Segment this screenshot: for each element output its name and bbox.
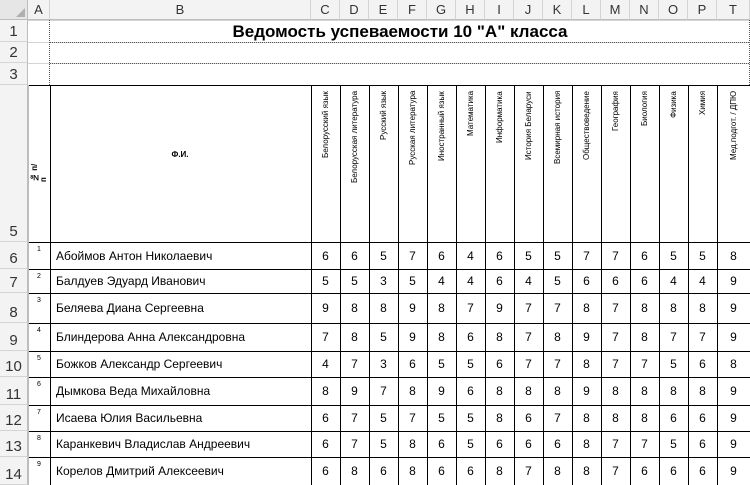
row-number-cell[interactable]: 4 xyxy=(37,327,41,334)
grade-cell[interactable]: 6 xyxy=(380,464,387,478)
grade-cell[interactable]: 6 xyxy=(699,437,706,451)
grade-cell[interactable]: 5 xyxy=(670,357,677,371)
grade-cell[interactable]: 7 xyxy=(467,301,474,315)
row-number-cell[interactable]: 3 xyxy=(37,297,41,304)
grade-cell[interactable]: 5 xyxy=(438,411,445,425)
column-header-b[interactable]: B xyxy=(50,0,311,20)
grade-cell[interactable]: 8 xyxy=(351,464,358,478)
grade-cell[interactable]: 8 xyxy=(612,384,619,398)
column-header-d[interactable]: D xyxy=(340,0,369,20)
grade-cell[interactable]: 8 xyxy=(525,384,532,398)
grade-cell[interactable]: 8 xyxy=(554,464,561,478)
grade-cell[interactable]: 5 xyxy=(525,248,532,263)
grade-cell[interactable]: 7 xyxy=(612,248,619,263)
row-number-cell[interactable]: 5 xyxy=(37,355,41,362)
subject-header[interactable]: Белорусский язык xyxy=(320,91,330,158)
grade-cell[interactable]: 7 xyxy=(612,437,619,451)
row-header-10[interactable]: 10 xyxy=(0,351,28,377)
grade-cell[interactable]: 6 xyxy=(409,357,416,371)
student-name-cell[interactable]: Блиндерова Анна Александровна xyxy=(56,330,245,344)
grade-cell[interactable]: 8 xyxy=(730,357,737,371)
row-header-11[interactable]: 11 xyxy=(0,377,28,405)
row-header-5[interactable]: 5 xyxy=(0,85,28,242)
grade-cell[interactable]: 7 xyxy=(612,464,619,478)
grade-cell[interactable]: 7 xyxy=(554,357,561,371)
grade-cell[interactable]: 8 xyxy=(583,301,590,315)
grade-cell[interactable]: 4 xyxy=(467,274,474,288)
row-header-6[interactable]: 6 xyxy=(0,242,28,269)
grade-cell[interactable]: 9 xyxy=(409,330,416,344)
grade-cell[interactable]: 5 xyxy=(438,357,445,371)
grade-cell[interactable]: 8 xyxy=(496,384,503,398)
subject-header[interactable]: Биология xyxy=(639,91,649,126)
grade-cell[interactable]: 8 xyxy=(641,301,648,315)
grade-cell[interactable]: 6 xyxy=(583,274,590,288)
grade-cell[interactable]: 6 xyxy=(641,274,648,288)
grade-cell[interactable]: 7 xyxy=(351,437,358,451)
row-number-cell[interactable]: 8 xyxy=(37,435,41,442)
grade-cell[interactable]: 8 xyxy=(583,411,590,425)
column-header-o[interactable]: O xyxy=(659,0,688,20)
grade-cell[interactable]: 8 xyxy=(409,384,416,398)
grade-cell[interactable]: 7 xyxy=(380,384,387,398)
subject-header[interactable]: Химия xyxy=(697,91,707,116)
student-name-cell[interactable]: Исаева Юлия Васильевна xyxy=(56,411,203,425)
grade-cell[interactable]: 5 xyxy=(670,437,677,451)
grade-cell[interactable]: 6 xyxy=(322,411,329,425)
student-name-cell[interactable]: Беляева Диана Сергеевна xyxy=(56,301,204,315)
grade-cell[interactable]: 5 xyxy=(467,437,474,451)
grade-cell[interactable]: 6 xyxy=(467,464,474,478)
grade-cell[interactable]: 8 xyxy=(438,330,445,344)
row-header-1[interactable]: 1 xyxy=(0,20,28,42)
grade-cell[interactable]: 9 xyxy=(730,437,737,451)
grade-cell[interactable]: 9 xyxy=(322,301,329,315)
grade-cell[interactable]: 5 xyxy=(380,411,387,425)
row-number-cell[interactable]: 7 xyxy=(37,409,41,416)
grade-cell[interactable]: 8 xyxy=(322,384,329,398)
grade-cell[interactable]: 6 xyxy=(641,248,648,263)
grade-cell[interactable]: 8 xyxy=(583,437,590,451)
row-header-2[interactable]: 2 xyxy=(0,42,28,63)
grade-cell[interactable]: 8 xyxy=(409,437,416,451)
grade-cell[interactable]: 7 xyxy=(641,437,648,451)
grade-cell[interactable]: 8 xyxy=(351,301,358,315)
column-header-p[interactable]: P xyxy=(688,0,717,20)
grade-cell[interactable]: 7 xyxy=(351,357,358,371)
column-header-e[interactable]: E xyxy=(369,0,398,20)
grade-cell[interactable]: 9 xyxy=(730,464,737,478)
grade-cell[interactable]: 8 xyxy=(641,330,648,344)
column-header-a[interactable]: A xyxy=(28,0,50,20)
grade-cell[interactable]: 5 xyxy=(380,437,387,451)
grade-cell[interactable]: 9 xyxy=(409,301,416,315)
student-name-cell[interactable]: Абоймов Антон Николаевич xyxy=(56,248,213,263)
grade-cell[interactable]: 9 xyxy=(730,411,737,425)
subject-header[interactable]: Обществоведение xyxy=(581,91,591,160)
grade-cell[interactable]: 8 xyxy=(670,301,677,315)
grade-cell[interactable]: 7 xyxy=(554,411,561,425)
grade-cell[interactable]: 6 xyxy=(554,437,561,451)
grade-cell[interactable]: 5 xyxy=(322,274,329,288)
grade-cell[interactable]: 4 xyxy=(467,248,474,263)
row-header-3[interactable]: 3 xyxy=(0,63,28,85)
subject-header[interactable]: Белорусская литература xyxy=(349,91,359,184)
grade-cell[interactable]: 6 xyxy=(496,274,503,288)
subject-header[interactable]: Русская литература xyxy=(407,91,417,166)
grade-cell[interactable]: 7 xyxy=(525,301,532,315)
grade-cell[interactable]: 6 xyxy=(699,357,706,371)
row-number-cell[interactable]: 1 xyxy=(37,246,41,253)
grade-cell[interactable]: 8 xyxy=(699,384,706,398)
grade-cell[interactable]: 8 xyxy=(409,464,416,478)
grade-cell[interactable]: 6 xyxy=(612,274,619,288)
subject-header[interactable]: Всемирная история xyxy=(552,91,562,165)
row-header-13[interactable]: 13 xyxy=(0,431,28,457)
grade-cell[interactable]: 8 xyxy=(583,357,590,371)
grade-cell[interactable]: 9 xyxy=(730,301,737,315)
grade-cell[interactable]: 7 xyxy=(554,301,561,315)
grade-cell[interactable]: 6 xyxy=(496,437,503,451)
student-name-cell[interactable]: Балдуев Эдуард Иванович xyxy=(56,274,206,288)
grade-cell[interactable]: 5 xyxy=(467,411,474,425)
grade-cell[interactable]: 7 xyxy=(525,357,532,371)
grade-cell[interactable]: 8 xyxy=(554,384,561,398)
column-header-g[interactable]: G xyxy=(427,0,456,20)
student-name-cell[interactable]: Дымкова Веда Михайловна xyxy=(56,384,211,398)
grade-cell[interactable]: 4 xyxy=(525,274,532,288)
grade-cell[interactable]: 8 xyxy=(730,248,737,263)
grade-cell[interactable]: 7 xyxy=(612,330,619,344)
grade-cell[interactable]: 9 xyxy=(583,330,590,344)
grade-cell[interactable]: 7 xyxy=(409,248,416,263)
column-header-m[interactable]: M xyxy=(601,0,630,20)
grade-cell[interactable]: 6 xyxy=(525,411,532,425)
grade-cell[interactable]: 9 xyxy=(730,274,737,288)
grade-cell[interactable]: 5 xyxy=(467,357,474,371)
grade-cell[interactable]: 8 xyxy=(438,301,445,315)
subject-header[interactable]: Математика xyxy=(465,91,475,137)
grade-cell[interactable]: 5 xyxy=(554,248,561,263)
grade-cell[interactable]: 7 xyxy=(525,464,532,478)
grade-cell[interactable]: 6 xyxy=(699,464,706,478)
column-header-i[interactable]: I xyxy=(485,0,514,20)
student-name-cell[interactable]: Корелов Дмитрий Алексеевич xyxy=(56,464,224,478)
grade-cell[interactable]: 5 xyxy=(699,248,706,263)
grade-cell[interactable]: 9 xyxy=(730,330,737,344)
subject-header[interactable]: Физика xyxy=(668,91,678,118)
grade-cell[interactable]: 8 xyxy=(496,411,503,425)
grade-cell[interactable]: 8 xyxy=(670,384,677,398)
grade-cell[interactable]: 7 xyxy=(699,330,706,344)
grade-cell[interactable]: 6 xyxy=(670,411,677,425)
subject-header[interactable]: Мед.подгот. / ДПЮ xyxy=(728,91,738,161)
row-header-12[interactable]: 12 xyxy=(0,405,28,431)
grade-cell[interactable]: 6 xyxy=(496,357,503,371)
grade-cell[interactable]: 7 xyxy=(409,411,416,425)
grade-cell[interactable]: 8 xyxy=(612,411,619,425)
grade-cell[interactable]: 9 xyxy=(496,301,503,315)
column-header-f[interactable]: F xyxy=(398,0,427,20)
subject-header[interactable]: Иностранный язык xyxy=(436,91,446,161)
column-header-j[interactable]: J xyxy=(514,0,543,20)
grade-cell[interactable]: 5 xyxy=(670,248,677,263)
subject-header[interactable]: Русский язык xyxy=(378,91,388,141)
sheet-title[interactable]: Ведомость успеваемости 10 "А" класса xyxy=(232,22,568,41)
row-header-14[interactable]: 14 xyxy=(0,457,28,485)
grade-cell[interactable]: 6 xyxy=(467,330,474,344)
grade-cell[interactable]: 4 xyxy=(670,274,677,288)
grade-cell[interactable]: 4 xyxy=(322,357,329,371)
grade-cell[interactable]: 3 xyxy=(380,274,387,288)
grade-cell[interactable]: 8 xyxy=(351,330,358,344)
grade-cell[interactable]: 7 xyxy=(612,301,619,315)
grade-cell[interactable]: 6 xyxy=(322,248,329,263)
grade-cell[interactable]: 8 xyxy=(496,330,503,344)
grade-cell[interactable]: 7 xyxy=(641,357,648,371)
subject-header[interactable]: География xyxy=(610,91,620,131)
student-name-cell[interactable]: Божков Александр Сергеевич xyxy=(56,357,223,371)
grade-cell[interactable]: 6 xyxy=(438,437,445,451)
grade-cell[interactable]: 9 xyxy=(730,384,737,398)
grade-cell[interactable]: 5 xyxy=(351,274,358,288)
grade-cell[interactable]: 9 xyxy=(583,384,590,398)
column-header-c[interactable]: C xyxy=(311,0,340,20)
grade-cell[interactable]: 5 xyxy=(380,330,387,344)
grade-cell[interactable]: 5 xyxy=(380,248,387,263)
grade-cell[interactable]: 6 xyxy=(322,464,329,478)
student-name-cell[interactable]: Каранкевич Владислав Андреевич xyxy=(56,437,251,451)
grade-cell[interactable]: 6 xyxy=(525,437,532,451)
grade-cell[interactable]: 7 xyxy=(670,330,677,344)
grade-cell[interactable]: 8 xyxy=(699,301,706,315)
grade-cell[interactable]: 6 xyxy=(351,248,358,263)
grade-cell[interactable]: 8 xyxy=(496,464,503,478)
grade-cell[interactable]: 5 xyxy=(554,274,561,288)
grade-cell[interactable]: 6 xyxy=(438,464,445,478)
grade-cell[interactable]: 8 xyxy=(583,464,590,478)
grade-cell[interactable]: 8 xyxy=(554,330,561,344)
grade-cell[interactable]: 3 xyxy=(380,357,387,371)
grade-cell[interactable]: 7 xyxy=(612,357,619,371)
grade-cell[interactable]: 8 xyxy=(641,411,648,425)
grade-cell[interactable]: 6 xyxy=(699,411,706,425)
row-number-cell[interactable]: 9 xyxy=(37,461,41,468)
row-header-7[interactable]: 7 xyxy=(0,269,28,293)
grade-cell[interactable]: 6 xyxy=(467,384,474,398)
grade-cell[interactable]: 4 xyxy=(699,274,706,288)
column-header-n[interactable]: N xyxy=(630,0,659,20)
grade-cell[interactable]: 5 xyxy=(409,274,416,288)
grade-cell[interactable]: 6 xyxy=(496,248,503,263)
header-number[interactable]: № п/п xyxy=(30,163,48,182)
row-number-cell[interactable]: 2 xyxy=(37,273,41,280)
grade-cell[interactable]: 7 xyxy=(525,330,532,344)
subject-header[interactable]: История Беларуси xyxy=(523,91,533,160)
grade-cell[interactable]: 4 xyxy=(438,274,445,288)
row-number-cell[interactable]: 6 xyxy=(37,381,41,388)
grade-cell[interactable]: 7 xyxy=(351,411,358,425)
grade-cell[interactable]: 6 xyxy=(438,248,445,263)
grade-cell[interactable]: 8 xyxy=(380,301,387,315)
grade-cell[interactable]: 6 xyxy=(322,437,329,451)
header-name[interactable]: Ф.И. xyxy=(171,150,189,159)
grade-cell[interactable]: 7 xyxy=(322,330,329,344)
subject-header[interactable]: Информатика xyxy=(494,91,504,143)
column-header-l[interactable]: L xyxy=(572,0,601,20)
grade-cell[interactable]: 6 xyxy=(670,464,677,478)
grade-cell[interactable]: 6 xyxy=(641,464,648,478)
column-header-t[interactable]: T xyxy=(717,0,750,20)
row-header-8[interactable]: 8 xyxy=(0,293,28,323)
grade-cell[interactable]: 9 xyxy=(351,384,358,398)
column-header-h[interactable]: H xyxy=(456,0,485,20)
grade-cell[interactable]: 7 xyxy=(583,248,590,263)
grade-cell[interactable]: 8 xyxy=(641,384,648,398)
column-header-k[interactable]: K xyxy=(543,0,572,20)
grade-cell[interactable]: 9 xyxy=(438,384,445,398)
row-header-9[interactable]: 9 xyxy=(0,323,28,351)
